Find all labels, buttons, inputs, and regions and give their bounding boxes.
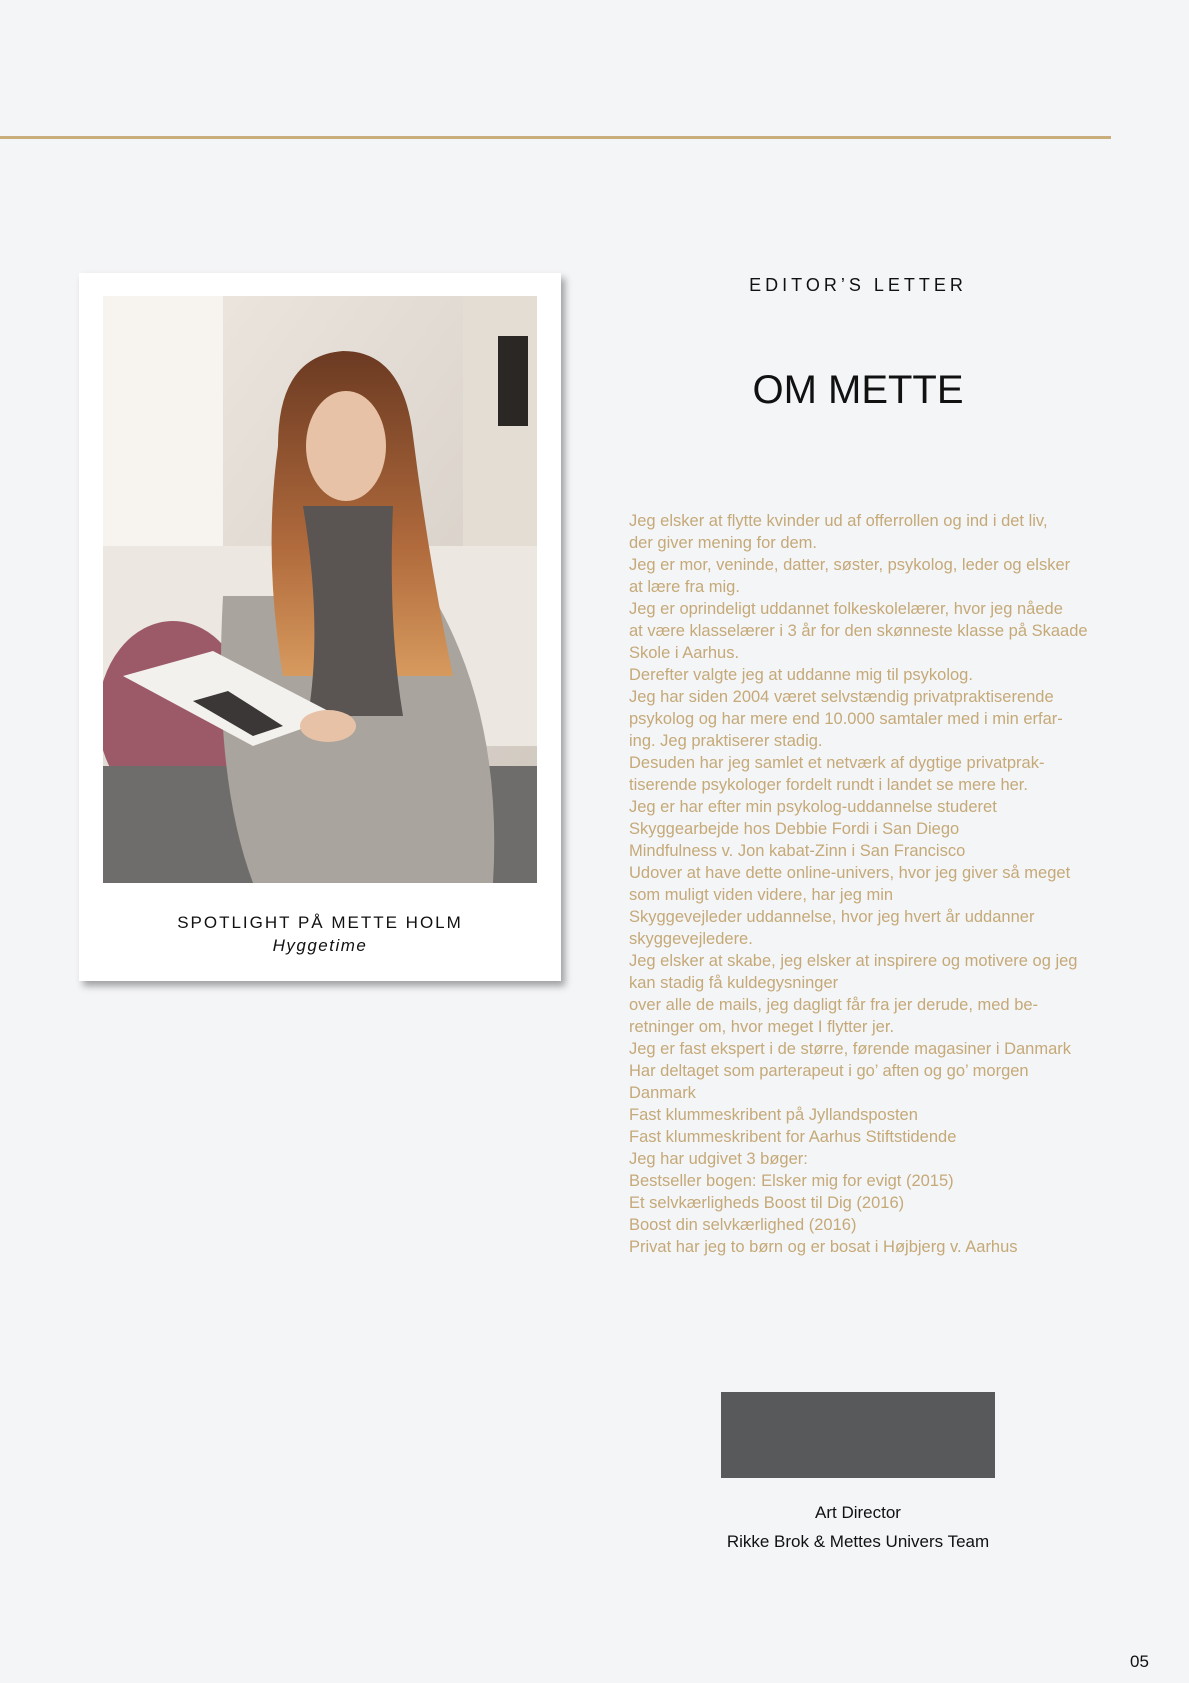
body-line: Boost din selvkærlighed (2016): [629, 1216, 857, 1234]
body-line: Jeg er oprindeligt uddannet folkeskolelærer, hvor jeg nåede: [629, 600, 1063, 618]
body-line: Jeg er fast ekspert i de større, førende magasiner i Danmark: [629, 1040, 1072, 1058]
body-line: Skole i Aarhus.: [629, 644, 740, 662]
body-line: Skyggevejleder uddannelse, hvor jeg hvert år uddanner: [629, 908, 1035, 926]
body-line: kan stadig få kuldegysninger: [629, 974, 839, 992]
bio-body-text: [629, 510, 1089, 1258]
credit-name: Rikke Brok & Mettes Univers Team: [726, 1532, 990, 1551]
photo-caption-subtitle: Hyggetime: [272, 936, 368, 955]
credit-role: Art Director: [815, 1503, 901, 1522]
body-line: tiserende psykologer fordelt rundt i landet se mere her.: [629, 776, 1028, 794]
body-line: at være klasselærer i 3 år for den skønneste klasse på Skaade: [629, 622, 1088, 640]
page-title: OM METTE: [752, 368, 964, 412]
body-line: Jeg elsker at skabe, jeg elsker at inspirere og motivere og jeg: [629, 952, 1078, 970]
body-line: retninger om, hvor meget I flytter jer.: [629, 1018, 895, 1036]
body-line: Et selvkærligheds Boost til Dig (2016): [629, 1194, 905, 1212]
body-line: at lære fra mig.: [629, 578, 740, 596]
body-line: Mindfulness v. Jon kabat-Zinn i San Francisco: [629, 842, 966, 860]
body-line: over alle de mails, jeg dagligt får fra jer derude, med be-: [629, 996, 1039, 1014]
body-line: Fast klummeskribent på Jyllandsposten: [629, 1106, 918, 1124]
body-line: Jeg har siden 2004 været selvstændig privatpraktiserende: [629, 688, 1054, 706]
body-line: Privat har jeg to børn og er bosat i Højbjerg v. Aarhus: [629, 1238, 1018, 1256]
body-line: Jeg er har efter min psykolog-uddannelse studeret: [629, 798, 997, 816]
signature-placeholder: [721, 1392, 995, 1478]
body-line: Fast klummeskribent for Aarhus Stiftstidende: [629, 1128, 957, 1146]
body-line: Har deltaget som parterapeut i go’ aften og go’ morgen: [629, 1062, 1029, 1080]
body-line: psykolog og har mere end 10.000 samtaler med i min erfar-: [629, 710, 1063, 728]
section-kicker: EDITOR’S LETTER: [749, 275, 967, 295]
body-line: Desuden har jeg samlet et netværk af dygtige privatprak-: [629, 754, 1045, 772]
page-number: 05: [1130, 1652, 1149, 1671]
body-line: skyggevejledere.: [629, 930, 753, 948]
body-line: der giver mening for dem.: [629, 534, 818, 552]
body-line: Jeg er mor, veninde, datter, søster, psykolog, leder og elsker: [629, 556, 1071, 574]
woman-reading-illustration: [103, 296, 537, 883]
body-line: Jeg elsker at flytte kvinder ud af offerrollen og ind i det liv,: [629, 512, 1048, 530]
body-line: Skyggearbejde hos Debbie Fordi i San Diego: [629, 820, 960, 838]
photo-card: [79, 273, 561, 981]
header-divider-rule: [0, 136, 1111, 139]
body-line: Jeg har udgivet 3 bøger:: [629, 1150, 808, 1168]
body-line: Derefter valgte jeg at uddanne mig til psykolog.: [629, 666, 973, 684]
portrait-photo: [103, 296, 537, 883]
photo-caption-title: SPOTLIGHT PÅ METTE HOLM: [177, 913, 463, 932]
body-line: Danmark: [629, 1084, 696, 1102]
body-line: ing. Jeg praktiserer stadig.: [629, 732, 823, 750]
body-line: Udover at have dette online-univers, hvor jeg giver så meget: [629, 864, 1071, 882]
body-line: Bestseller bogen: Elsker mig for evigt (2015): [629, 1172, 954, 1190]
body-line: som muligt viden videre, har jeg min: [629, 886, 894, 904]
